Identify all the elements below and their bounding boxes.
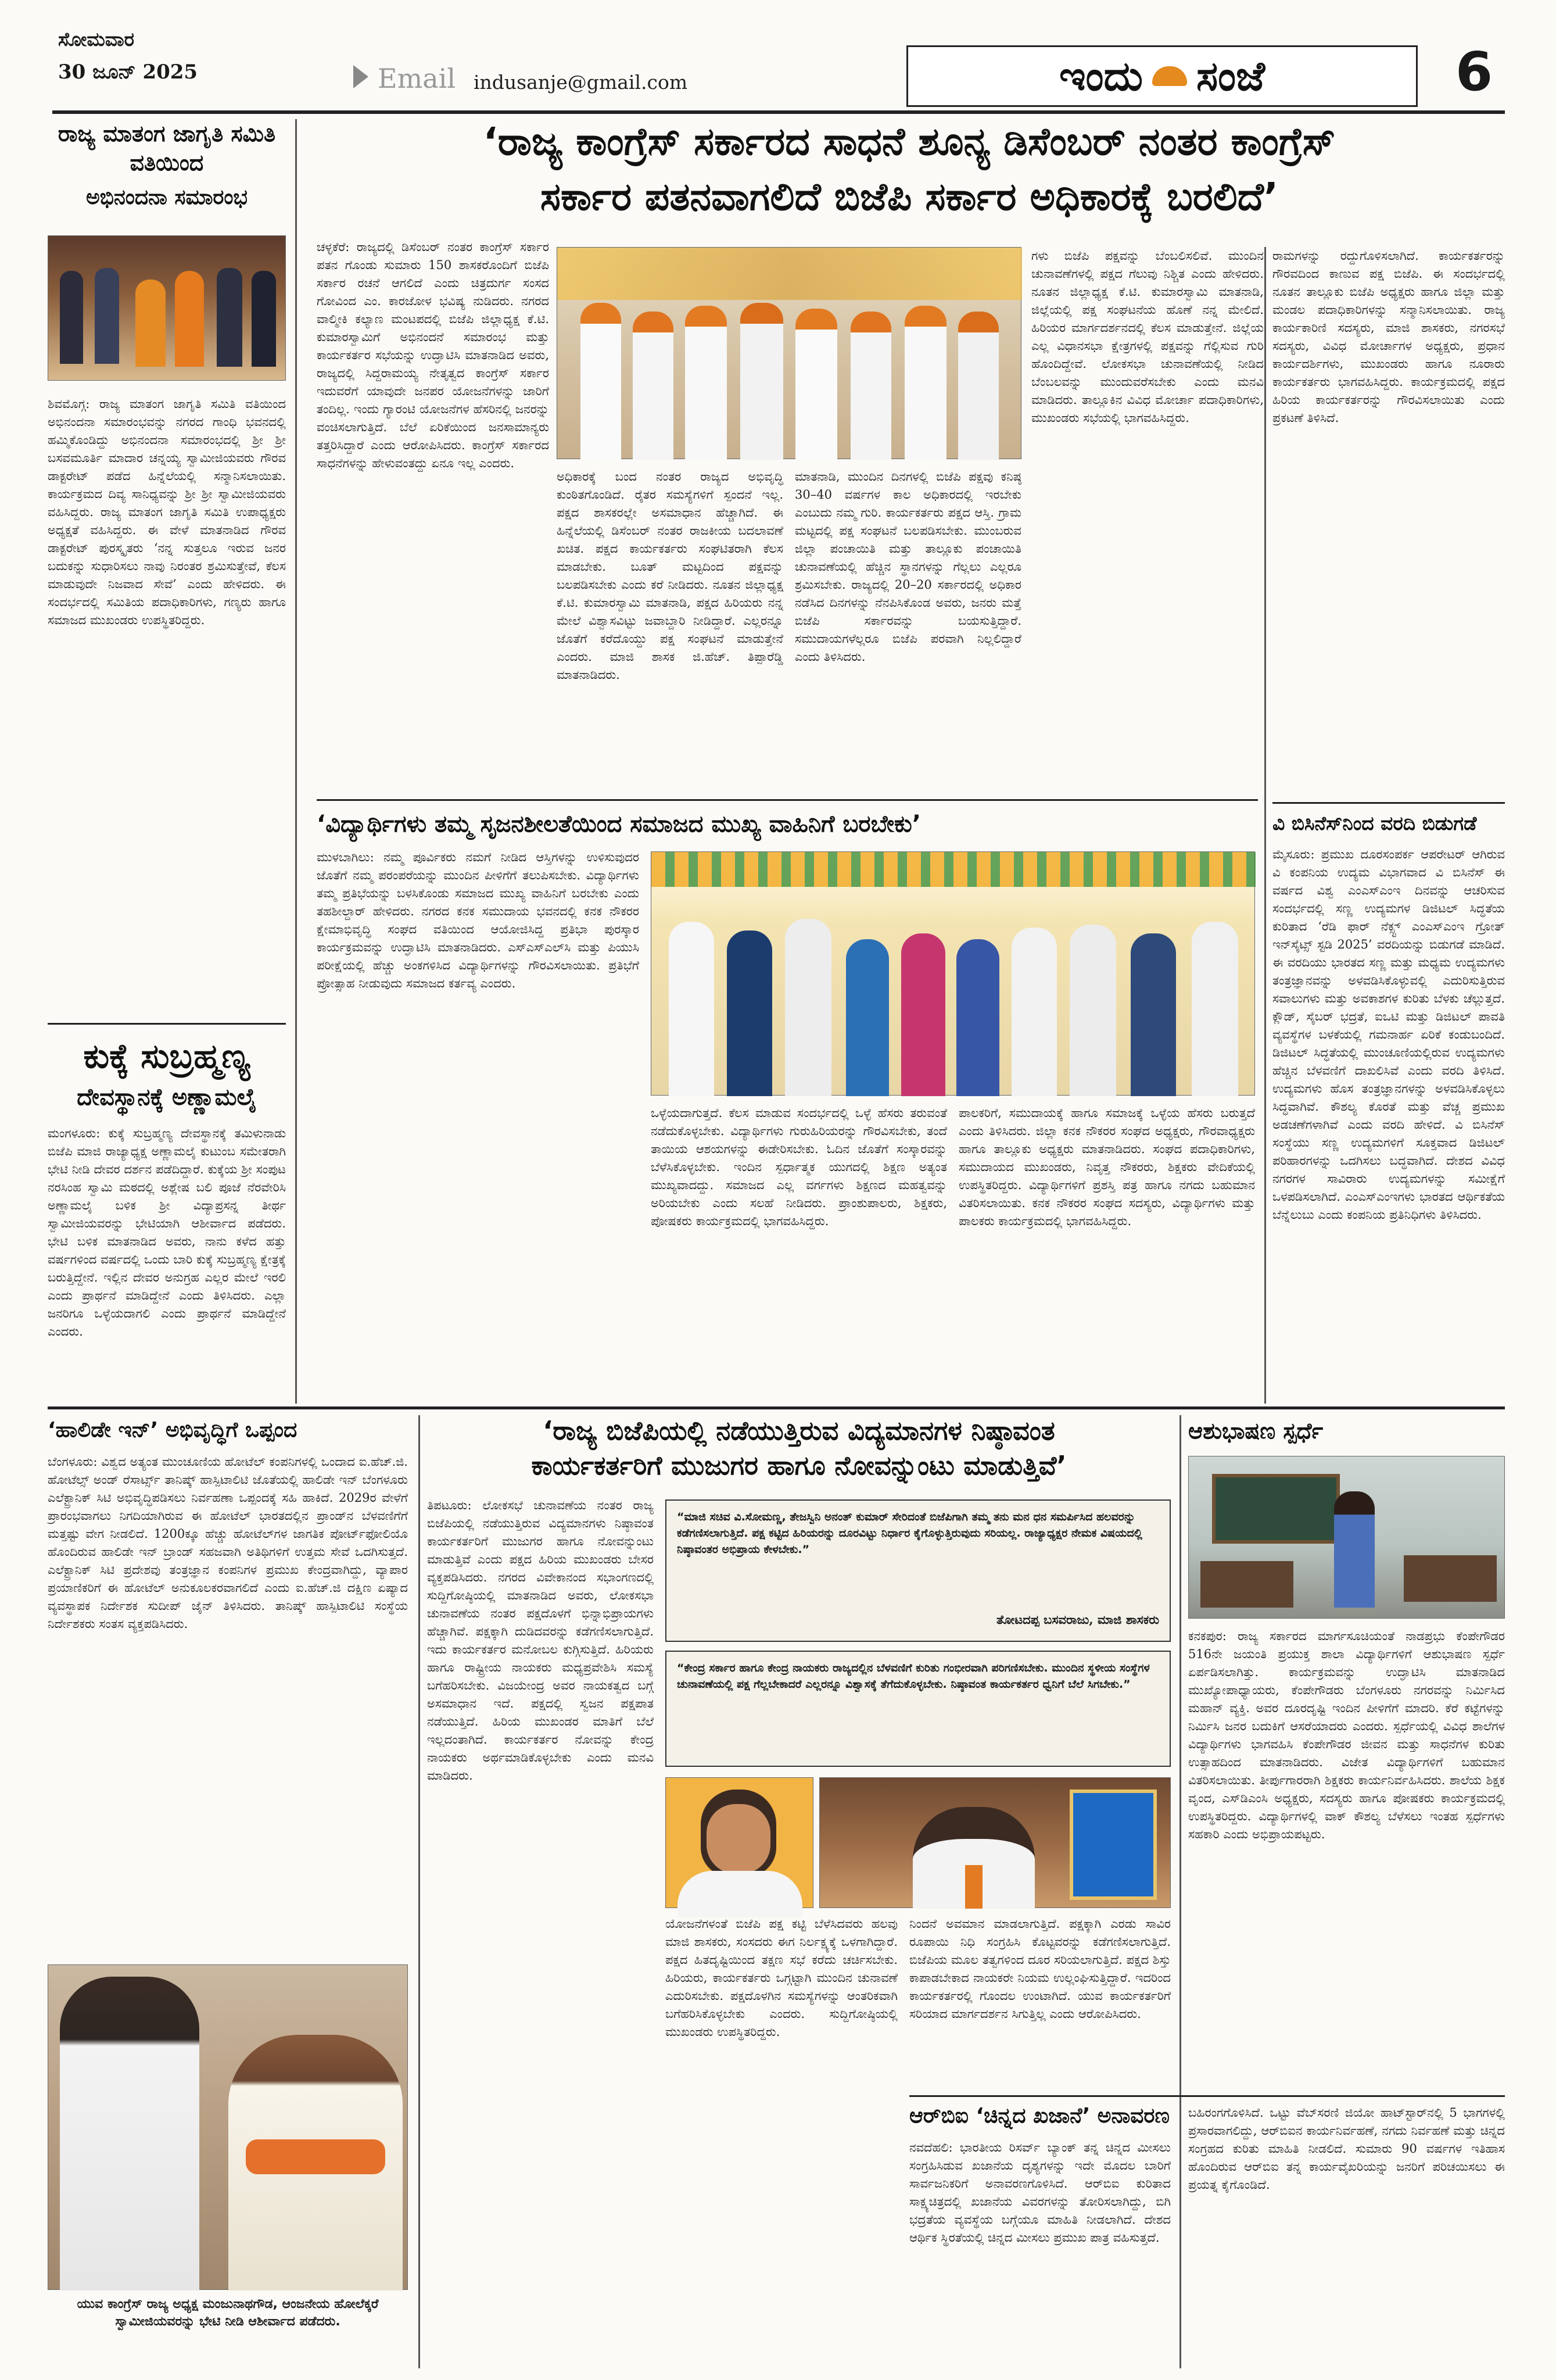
bottom-left-divider: [418, 1415, 420, 2368]
rbi-body-col2: ಬಹಿರಂಗಗೊಳಿಸಿದೆ. ಒಟ್ಟು ವೆಬ್‌ಸರಣಿ ಜಿಯೋ ಹಾಟ್‌ಸ್ಟಾರ್‌ನಲ್ಲಿ 5 ಭಾಗಗಳಲ್ಲಿ ಪ್ರಸಾರವಾಗಲಿದ್ದು, ಆರ್‌ಬಿಐನ ಕಾರ್ಯನಿರ್ವಹಣೆ, ನಗದು ನಿರ್ವಹಣೆ ಮತ್ತು ಚಿನ್ನದ ಸಂಗ್ರಹದ ಕುರಿತು ಮಾಹಿತಿ ನೀಡಲಿದೆ. ಸುಮಾರು 90 ವರ್ಷಗಳ ಇತಿಹಾಸ ಹೊಂದಿರುವ ಆರ್‌ಬಿಐ ತನ್ನ ಕಾರ್ಯವೈಖರಿಯನ್ನು ಜನರಿಗೆ ಪರಿಚಯಿಸಲು ಈ ಪ್ರಯತ್ನ ಕೈಗೊಂಡಿದೆ.: [1188, 2106, 1509, 2192]
story1-headline: ರಾಜ್ಯ ಮಾತಂಗ ಜಾಗೃತಿ ಸಮಿತಿ ವತಿಯಿಂದ: [58, 121, 276, 176]
story2-subheadline: ದೇವಸ್ಥಾನಕ್ಕೆ ಅಣ್ಣಾಮಲೈ: [77, 1084, 257, 1111]
speech-headline: ಆಶುಭಾಷಣ ಸ್ಪರ್ಧೆ: [1188, 1418, 1324, 1444]
email-arrow-icon: [353, 65, 368, 88]
story1-subheadline: ಅಭಿನಂದನಾ ಸಮಾರಂಭ: [85, 185, 248, 209]
students-headline: ‘ವಿದ್ಯಾರ್ಥಿಗಳು ತಮ್ಮ ಸೃಜನಶೀಲತೆಯಿಂದ ಸಮಾಜದ ಮುಖ್ಯ ವಾಹಿನಿಗೆ ಬರಬೇಕು’: [317, 811, 921, 838]
bjp-quote-box-1: [665, 1499, 1171, 1642]
press-meet-photo: [819, 1777, 1171, 1908]
rbi-headline: ಆರ್‌ಬಿಐ ‘ಚಿನ್ನದ ಖಜಾನೆ’ ಅನಾವರಣ: [909, 2104, 1170, 2128]
business-headline: ವಿ ಬಿಸಿನೆಸ್‌ನಿಂದ ವರದಿ ಬಿಡುಗಡೆ: [1272, 812, 1477, 835]
holiday-body: ಬೆಂಗಳೂರು: ವಿಶ್ವದ ಅತ್ಯಂತ ಮುಂಚೂಣಿಯ ಹೋಟೆಲ್ ಕಂಪನಿಗಳಲ್ಲಿ ಒಂದಾದ ಐ.ಹೆಚ್.ಜಿ. ಹೋಟೆಲ್ಸ್ ಅಂಡ್ ರೆಸಾರ್ಟ್ಸ್ ತಾನಿಷ್ಕ್ ಹಾಸ್ಪಿಟಾಲಿಟಿ ಜೊತೆಯಲ್ಲಿ ಹಾಲಿಡೇ ಇನ್ ಬೆಂಗಳೂರು ಎಲೆಕ್ಟ್ರಾನಿಕ್ ಸಿಟಿ ಅಭಿವೃದ್ಧಿಪಡಿಸಲು ನಿರ್ವಹಣಾ ಒಪ್ಪಂದಕ್ಕೆ ಸಹಿ ಹಾಕಿದೆ. 2029ರ ವೇಳೆಗೆ ಪ್ರಾರಂಭವಾಗಲು ನಿಗದಿಯಾಗಿರುವ ಈ ಹೋಟೆಲ್ ಭಾರತದಲ್ಲಿನ ಪ್ರಾಂಡ್‌ನ ಬೆಳವಣಿಗೆಗೆ ಮತ್ತಷ್ಟು ವೇಗ ನೀಡಲಿದೆ. 1200ಕ್ಕೂ ಹೆಚ್ಚು ಹೋಟೆಲ್‌ಗಳ ಜಾಗತಿಕ ಪೋರ್ಟ್‌ಫೋಲಿಯೊ ಹೊಂದಿರುವ ಹಾಲಿಡೇ ಇನ್ ಬ್ರಾಂಡ್ ಸಹಜವಾಗಿ ಅತಿಥಿಗಳಿಗೆ ಉತ್ತಮ ಸೇವೆ ಒದಗಿಸುತ್ತದೆ. ಎಲೆಕ್ಟ್ರಾನಿಕ್ ಸಿಟಿ ಪ್ರದೇಶವು ತಂತ್ರಜ್ಞಾನ ಕಂಪನಿಗಳ ಪ್ರಮುಖ ಕೇಂದ್ರವಾಗಿದ್ದು, ವ್ಯಾಪಾರ ಪ್ರಯಾಣಿಕರಿಗೆ ಈ ಹೋಟೆಲ್ ಅನುಕೂಲಕರವಾಗಲಿದೆ ಎಂದು ಐ.ಹೆಚ್.ಜಿ ದಕ್ಷಿಣ ಏಷ್ಯಾದ ವ್ಯವಸ್ಥಾಪಕ ನಿರ್ದೇಶಕ ಸುದೀಪ್ ಜೈನ್ ತಿಳಿಸಿದರು. ತಾನಿಷ್ಕ್ ಹಾಸ್ಪಿಟಾಲಿಟಿ ಸಂಸ್ಥೆಯ ನಿರ್ದೇಶಕರು ಸಂತಸ ವ್ಯಕ್ತಪಡಿಸಿದರು.: [48, 1455, 412, 1631]
bjp-headline-line1: ‘ರಾಜ್ಯ ಬಿಜೆಪಿಯಲ್ಲಿ ನಡೆಯುತ್ತಿರುವ ವಿದ್ಯಮಾನಗಳ ನಿಷ್ಠಾವಂತ: [543, 1415, 1055, 1446]
business-body: ಮೈಸೂರು: ಪ್ರಮುಖ ದೂರಸಂಪರ್ಕ ಆಪರೇಟರ್ ಆಗಿರುವ ವಿ ಕಂಪನಿಯ ಉದ್ಯಮ ವಿಭಾಗವಾದ ವಿ ಬಿಸಿನೆಸ್ ಈ ವರ್ಷದ ವಿಶ್ವ ಎಂಎಸ್‌ಎಂಇ ದಿನವನ್ನು ಆಚರಿಸುವ ಸಂದರ್ಭದಲ್ಲಿ ಸಣ್ಣ ಉದ್ಯಮಗಳ ಡಿಜಿಟಲ್ ಸಿದ್ಧತೆಯ ಕುರಿತಾದ ‘ರೆಡಿ ಫಾರ್ ನೆಕ್ಸ್ಟ್ ಎಂಎಸ್‌ಎಂಇ ಗ್ರೋತ್ ಇನ್‌ಸೈಟ್ಸ್ ಸ್ಟಡಿ 2025’ ವರದಿಯನ್ನು ಬಿಡುಗಡೆ ಮಾಡಿದೆ. ಈ ವರದಿಯು ಭಾರತದ ಸಣ್ಣ ಮತ್ತು ಮಧ್ಯಮ ಉದ್ಯಮಗಳು ತಂತ್ರಜ್ಞಾನವನ್ನು ಅಳವಡಿಸಿಕೊಳ್ಳುವಲ್ಲಿ ಎದುರಿಸುತ್ತಿರುವ ಸವಾಲುಗಳು ಮತ್ತು ಅವಕಾಶಗಳ ಕುರಿತು ಬೆಳಕು ಚೆಲ್ಲುತ್ತದೆ. ಕ್ಲೌಡ್, ಸೈಬರ್ ಭದ್ರತೆ, ಐಒಟಿ ಮತ್ತು ಡಿಜಿಟಲ್ ಪಾವತಿ ವ್ಯವಸ್ಥೆಗಳ ಬಳಕೆಯಲ್ಲಿ ಗಮನಾರ್ಹ ಏರಿಕೆ ಕಂಡುಬಂದಿದೆ. ಡಿಜಿಟಲ್ ಸಿದ್ಧತೆಯಲ್ಲಿ ಮುಂಚೂಣಿಯಲ್ಲಿರುವ ಉದ್ಯಮಗಳು ಹೆಚ್ಚಿನ ಬೆಳವಣಿಗೆ ದಾಖಲಿಸಿವೆ ಎಂದು ವರದಿ ತಿಳಿಸಿದೆ. ಉದ್ಯಮಗಳು ಹೊಸ ತಂತ್ರಜ್ಞಾನಗಳನ್ನು ಅಳವಡಿಸಿಕೊಳ್ಳಲು ಸಿದ್ಧವಾಗಿವೆ. ಕೌಶಲ್ಯ ಕೊರತೆ ಮತ್ತು ವೆಚ್ಚ ಪ್ರಮುಖ ಅಡಚಣೆಗಳಾಗಿವೆ ಎಂದು ವರದಿ ಹೇಳಿದೆ. ವಿ ಬಿಸಿನೆಸ್ ಸಂಸ್ಥೆಯು ಸಣ್ಣ ಉದ್ಯಮಗಳಿಗೆ ಸೂಕ್ತವಾದ ಡಿಜಿಟಲ್ ಪರಿಹಾರಗಳನ್ನು ಒದಗಿಸಲು ಬದ್ಧವಾಗಿದೆ. ದೇಶದ ವಿವಿಧ ನಗರಗಳ ಸಾವಿರಾರು ಉದ್ಯಮಗಳನ್ನು ಸಮೀಕ್ಷೆಗೆ ಒಳಪಡಿಸಲಾಗಿದೆ. ಎಂಎಸ್‌ಎಂಇಗಳು ಭಾರತದ ಆರ್ಥಿಕತೆಯ ಬೆನ್ನೆಲುಬು ಎಂದು ಕಂಪನಿಯ ಪ್ರತಿನಿಧಿಗಳು ತಿಳಿಸಿದರು.: [1272, 847, 1509, 1222]
bottom-right-divider: [1179, 1415, 1181, 2368]
middle-section-rule: [48, 1406, 1505, 1409]
sun-logo-icon: [1152, 66, 1187, 86]
email-label: Email: [378, 63, 456, 94]
right-top-rule: [1272, 802, 1505, 804]
bjp-quote-box-2: [665, 1651, 1171, 1767]
lead-bottom-rule: [317, 799, 1258, 801]
students-body-col2: ಒಳ್ಳೆಯದಾಗುತ್ತದೆ. ಕೆಲಸ ಮಾಡುವ ಸಂದರ್ಭದಲ್ಲಿ ಒಳ್ಳೆ ಹೆಸರು ತರುವಂತೆ ನಡೆದುಕೊಳ್ಳಬೇಕು. ವಿದ್ಯಾರ್ಥಿಗಳು ಗುರುಹಿರಿಯರನ್ನು ಗೌರವಿಸಬೇಕು, ತಂದೆ ತಾಯಿಯ ಆಶಯಗಳನ್ನು ಈಡೇರಿಸಬೇಕು. ಓದಿನ ಜೊತೆಗೆ ಸಂಸ್ಕಾರವನ್ನು ಬೆಳೆಸಿಕೊಳ್ಳಬೇಕು. ಇಂದಿನ ಸ್ಪರ್ಧಾತ್ಮಕ ಯುಗದಲ್ಲಿ ಶಿಕ್ಷಣ ಅತ್ಯಂತ ಮುಖ್ಯವಾದದ್ದು. ಸಮಾಜದ ಎಲ್ಲ ವರ್ಗಗಳು ಶಿಕ್ಷಣದ ಮಹತ್ವವನ್ನು ಅರಿಯಬೇಕು ಎಂದು ಸಲಹೆ ನೀಡಿದರು. ಪ್ರಾಂಶುಪಾಲರು, ಶಿಕ್ಷಕರು, ಪೋಷಕರು ಕಾರ್ಯಕ್ರಮದಲ್ಲಿ ಭಾಗವಹಿಸಿದ್ದರು.: [651, 1106, 951, 1228]
rbi-body-col1: ನವದೆಹಲಿ: ಭಾರತೀಯ ರಿಸರ್ವ್ ಬ್ಯಾಂಕ್ ತನ್ನ ಚಿನ್ನದ ಮೀಸಲು ಸಂಗ್ರಹಿಸಿಡುವ ಖಜಾನೆಯ ದೃಶ್ಯಗಳನ್ನು ಇದೇ ಮೊದಲ ಬಾರಿಗೆ ಸಾರ್ವಜನಿಕರಿಗೆ ಅನಾವರಣಗೊಳಿಸಿದೆ. ಆರ್‌ಬಿಐ ಕುರಿತಾದ ಸಾಕ್ಷ್ಯಚಿತ್ರದಲ್ಲಿ ಖಜಾನೆಯ ವಿವರಗಳನ್ನು ತೋರಿಸಲಾಗಿದ್ದು, ಬಿಗಿ ಭದ್ರತೆಯ ವ್ಯವಸ್ಥೆಯ ಬಗ್ಗೆಯೂ ಮಾಹಿತಿ ನೀಡಲಾಗಿದೆ. ದೇಶದ ಆರ್ಥಿಕ ಸ್ಥಿರತೆಯಲ್ಲಿ ಚಿನ್ನದ ಮೀಸಲು ಪ್ರಮುಖ ಪಾತ್ರ ವಹಿಸುತ್ತದೆ.: [909, 2141, 1175, 2245]
rbi-top-rule: [909, 2095, 1505, 2097]
bjp-quote-1-attribution: ತೋಟದಪ್ಪ ಬಸವರಾಜು, ಮಾಜಿ ಶಾಸಕರು: [996, 1612, 1159, 1627]
lead-body-col1: ಚಳ್ಳಕೆರೆ: ರಾಜ್ಯದಲ್ಲಿ ಡಿಸೆಂಬರ್ ನಂತರ ಕಾಂಗ್ರೆಸ್ ಸರ್ಕಾರ ಪತನ ಗೊಂಡು ಸುಮಾರು 150 ಶಾಸಕರೊಂದಿಗೆ ಬಿಜೆಪಿ ಸರ್ಕಾರ ರಚನೆ ಆಗಲಿದೆ ಎಂದು ಚಿತ್ರದುರ್ಗ ಸಂಸದ ಗೋವಿಂದ ಎಂ. ಕಾರಜೋಳ ಭವಿಷ್ಯ ನುಡಿದರು. ನಗರದ ವಾಲ್ಮೀಕಿ ಕಲ್ಯಾಣ ಮಂಟಪದಲ್ಲಿ ಬಿಜೆಪಿ ಜಿಲ್ಲಾಧ್ಯಕ್ಷ ಕೆ.ಟಿ. ಕುಮಾರಸ್ವಾಮಿಗೆ ಅಭಿನಂದನೆ ಸಮಾರಂಭ ಮತ್ತು ಕಾರ್ಯಕರ್ತರ ಸಭೆಯನ್ನು ಉದ್ಘಾಟಿಸಿ ಮಾತನಾಡಿದ ಅವರು, ರಾಜ್ಯದಲ್ಲಿ ಸಿದ್ದರಾಮಯ್ಯ ನೇತೃತ್ವದ ಕಾಂಗ್ರೆಸ್ ಸರ್ಕಾರ ಇದುವರೆಗೆ ಯಾವುದೇ ಜನಪರ ಯೋಜನೆಗಳನ್ನು ಜಾರಿಗೆ ತಂದಿಲ್ಲ. ಇಂದು ಗ್ಯಾರಂಟಿ ಯೋಜನೆಗಳ ಹೆಸರಿನಲ್ಲಿ ಜನರನ್ನು ವಂಚಿಸಲಾಗುತ್ತಿದೆ. ಬೆಲೆ ಏರಿಕೆಯಿಂದ ಜನಸಾಮಾನ್ಯರು ತತ್ತರಿಸಿದ್ದಾರೆ ಎಂದು ಆರೋಪಿಸಿದರು. ಕಾಂಗ್ರೆಸ್ ಸರ್ಕಾರದ ಸಾಧನೆಗಳನ್ನು ಹೇಳುವಂತದ್ದು ಏನೂ ಇಲ್ಲ ಎಂದರು.: [317, 240, 553, 470]
meeting-photo-caption: ಯುವ ಕಾಂಗ್ರೆಸ್ ರಾಜ್ಯ ಅಧ್ಯಕ್ಷ ಮಂಜುನಾಥಗೌಡ, ಆಂಜನೇಯ ಹೋಲೆಕ್ಕರೆ ಸ್ವಾಮೀಜಿಯವರನ್ನು ಭೇಟಿ ನೀಡಿ ಆಶೀರ್ವಾದ ಪಡೆದರು.: [77, 2297, 379, 2329]
newspaper-logo: [906, 45, 1418, 107]
bjp-body-col3: ಯೋಜನೆಗಳಂತೆ ಬಿಜೆಪಿ ಪಕ್ಷ ಕಟ್ಟಿ ಬೆಳೆಸಿದವರು ಹಲವು ಮಾಜಿ ಶಾಸಕರು, ಸಂಸದರು ಈಗ ನಿರ್ಲಕ್ಷ್ಯಕ್ಕೆ ಒಳಗಾಗಿದ್ದಾರೆ. ಪಕ್ಷದ ಹಿತದೃಷ್ಟಿಯಿಂದ ತಕ್ಷಣ ಸಭೆ ಕರೆದು ಚರ್ಚಿಸಬೇಕು. ಹಿರಿಯರು, ಕಾರ್ಯಕರ್ತರು ಒಗ್ಗಟ್ಟಾಗಿ ಮುಂದಿನ ಚುನಾವಣೆ ಎದುರಿಸಬೇಕು. ಪಕ್ಷದೊಳಗಿನ ಸಮಸ್ಯೆಗಳನ್ನು ಆಂತರಿಕವಾಗಿ ಬಗೆಹರಿಸಿಕೊಳ್ಳಬೇಕು ಎಂದರು. ಸುದ್ದಿಗೋಷ್ಠಿಯಲ್ಲಿ ಮುಖಂಡರು ಉಪಸ್ಥಿತರಿದ್ದರು.: [665, 1917, 902, 2039]
story2-headline: ಕುಕ್ಕೆ ಸುಬ್ರಹ್ಮಣ್ಯ: [83, 1036, 250, 1076]
felicitation-photo: [48, 235, 286, 381]
issue-date: 30 ಜೂನ್ 2025: [58, 60, 198, 84]
lead-body-col5: ರಾಮಗಳನ್ನು ರದ್ದುಗೊಳಿಸಲಾಗಿದೆ. ಕಾರ್ಯಕರ್ತರನ್ನು ಗೌರವದಿಂದ ಕಾಣುವ ಪಕ್ಷ ಬಿಜೆಪಿ. ಈ ಸಂದರ್ಭದಲ್ಲಿ ನೂತನ ತಾಲ್ಲೂಕು ಬಿಜೆಪಿ ಅಧ್ಯಕ್ಷರು ಹಾಗೂ ಜಿಲ್ಲಾ ಮತ್ತು ಮಂಡಲ ಪದಾಧಿಕಾರಿಗಳನ್ನು ಸನ್ಮಾನಿಸಲಾಯಿತು. ರಾಜ್ಯ ಕಾರ್ಯಕಾರಿಣಿ ಸದಸ್ಯರು, ಮಾಜಿ ಶಾಸಕರು, ನಗರಸಭೆ ಸದಸ್ಯರು, ವಿವಿಧ ಮೋರ್ಚಾಗಳ ಅಧ್ಯಕ್ಷರು, ಪ್ರಧಾನ ಕಾರ್ಯದರ್ಶಿಗಳು, ಮುಖಂಡರು ಹಾಗೂ ನೂರಾರು ಕಾರ್ಯಕರ್ತರು ಭಾಗವಹಿಸಿದ್ದರು. ಕಾರ್ಯಕ್ರಮದಲ್ಲಿ ಪಕ್ಷದ ಹಿರಿಯ ಕಾರ್ಯಕರ್ತರನ್ನು ಗೌರವಿಸಲಾಯಿತು ಎಂದು ಪ್ರಕಟಣೆ ತಿಳಿಸಿದೆ.: [1272, 249, 1509, 425]
lead-body-col4: ಗಳು ಬಿಜೆಪಿ ಪಕ್ಷವನ್ನು ಬೆಂಬಲಿಸಲಿವೆ. ಮುಂದಿನ ಚುನಾವಣೆಗಳಲ್ಲಿ ಪಕ್ಷದ ಗೆಲುವು ನಿಶ್ಚಿತ ಎಂದು ಹೇಳಿದರು. ನೂತನ ಜಿಲ್ಲಾಧ್ಯಕ್ಷ ಕೆ.ಟಿ. ಕುಮಾರಸ್ವಾಮಿ ಮಾತನಾಡಿ, ಜಿಲ್ಲೆಯಲ್ಲಿ ಪಕ್ಷ ಸಂಘಟನೆಯ ಹೊಣೆ ನನ್ನ ಮೇಲಿದೆ. ಹಿರಿಯರ ಮಾರ್ಗದರ್ಶನದಲ್ಲಿ ಕೆಲಸ ಮಾಡುತ್ತೇನೆ. ಜಿಲ್ಲೆಯ ಎಲ್ಲ ವಿಧಾನಸಭಾ ಕ್ಷೇತ್ರಗಳಲ್ಲಿ ಪಕ್ಷವನ್ನು ಗೆಲ್ಲಿಸುವ ಗುರಿ ಹೊಂದಿದ್ದೇವೆ. ಲೋಕಸಭಾ ಚುನಾವಣೆಯಲ್ಲಿ ನೀಡಿದ ಬೆಂಬಲವನ್ನು ಮುಂದುವರೆಸಬೇಕು ಎಂದು ಮನವಿ ಮಾಡಿದರು. ತಾಲ್ಲೂಕಿನ ವಿವಿಧ ಮೋರ್ಚಾ ಪದಾಧಿಕಾರಿಗಳು, ಮುಖಂಡರು ಸಭೆಯಲ್ಲಿ ಭಾಗವಹಿಸಿದ್ದರು.: [1031, 249, 1268, 425]
left-divider: [48, 1023, 286, 1025]
students-body-col3: ಪಾಲಕರಿಗೆ, ಸಮುದಾಯಕ್ಕೆ ಹಾಗೂ ಸಮಾಜಕ್ಕೆ ಒಳ್ಳೆಯ ಹೆಸರು ಬರುತ್ತದೆ ಎಂದು ತಿಳಿಸಿದರು. ಜಿಲ್ಲಾ ಕನಕ ನೌಕರರ ಸಂಘದ ಅಧ್ಯಕ್ಷರು, ಗೌರವಾಧ್ಯಕ್ಷರು ಹಾಗೂ ತಾಲ್ಲೂಕು ಅಧ್ಯಕ್ಷರು ಮಾತನಾಡಿದರು. ಸಂಘದ ಪದಾಧಿಕಾರಿಗಳು, ಸಮುದಾಯದ ಮುಖಂಡರು, ನಿವೃತ್ತ ನೌಕರರು, ಶಿಕ್ಷಕರು ವೇದಿಕೆಯಲ್ಲಿ ಉಪಸ್ಥಿತರಿದ್ದರು. ವಿದ್ಯಾರ್ಥಿಗಳಿಗೆ ಪ್ರಶಸ್ತಿ ಪತ್ರ ಹಾಗೂ ನಗದು ಬಹುಮಾನ ವಿತರಿಸಲಾಯಿತು. ಕನಕ ನೌಕರರ ಸಂಘದ ಸದಸ್ಯರು, ವಿದ್ಯಾರ್ಥಿಗಳು ಮತ್ತು ಪಾಲಕರು ಕಾರ್ಯಕ್ರಮದಲ್ಲಿ ಭಾಗವಹಿಸಿದ್ದರು.: [959, 1106, 1259, 1228]
holiday-headline: ‘ಹಾಲಿಡೇ ಇನ್’ ಅಭಿವೃದ್ಧಿಗೆ ಒಪ್ಪಂದ: [48, 1418, 297, 1442]
lead-body-col2: ಅಧಿಕಾರಕ್ಕೆ ಬಂದ ನಂತರ ರಾಜ್ಯದ ಅಭಿವೃದ್ಧಿ ಕುಂಠಿತಗೊಂಡಿದೆ. ರೈತರ ಸಮಸ್ಯೆಗಳಿಗೆ ಸ್ಪಂದನೆ ಇಲ್ಲ. ಪಕ್ಷದ ಶಾಸಕರಲ್ಲೇ ಅಸಮಾಧಾನ ಹೆಚ್ಚಾಗಿದೆ. ಈ ಹಿನ್ನೆಲೆಯಲ್ಲಿ ಡಿಸೆಂಬರ್ ನಂತರ ರಾಜಕೀಯ ಬದಲಾವಣೆ ಖಚಿತ. ಪಕ್ಷದ ಕಾರ್ಯಕರ್ತರು ಸಂಘಟಿತರಾಗಿ ಕೆಲಸ ಮಾಡಬೇಕು. ಬೂತ್ ಮಟ್ಟದಿಂದ ಪಕ್ಷವನ್ನು ಬಲಪಡಿಸಬೇಕು ಎಂದು ಕರೆ ನೀಡಿದರು. ನೂತನ ಜಿಲ್ಲಾಧ್ಯಕ್ಷ ಕೆ.ಟಿ. ಕುಮಾರಸ್ವಾಮಿ ಮಾತನಾಡಿ, ಪಕ್ಷದ ಹಿರಿಯರು ನನ್ನ ಮೇಲೆ ವಿಶ್ವಾಸವಿಟ್ಟು ಜವಾಬ್ದಾರಿ ನೀಡಿದ್ದಾರೆ. ಎಲ್ಲರನ್ನೂ ಜೊತೆಗೆ ಕರೆದೊಯ್ದು ಪಕ್ಷ ಸಂಘಟನೆ ಮಾಡುತ್ತೇನೆ ಎಂದರು. ಮಾಜಿ ಶಾಸಕ ಜಿ.ಹೆಚ್. ತಿಪ್ಪಾರೆಡ್ಡಿ ಮಾತನಾಡಿದರು.: [557, 470, 787, 682]
right-column-divider: [1264, 247, 1266, 1404]
meeting-photo: [48, 1964, 408, 2290]
bjp-body-col2: ನಿಂದನೆ ಅವಮಾನ ಮಾಡಲಾಗುತ್ತಿದೆ. ಪಕ್ಷಕ್ಕಾಗಿ ಎರಡು ಸಾವಿರ ರೂಪಾಯಿ ನಿಧಿ ಸಂಗ್ರಹಿಸಿ ಕೊಟ್ಟವರನ್ನು ಕಡೆಗಣಿಸಲಾಗುತ್ತಿದೆ. ಬಿಜೆಪಿಯ ಮೂಲ ತತ್ವಗಳಿಂದ ದೂರ ಸರಿಯಲಾಗುತ್ತಿದೆ. ಪಕ್ಷದ ಶಿಸ್ತು ಕಾಪಾಡಬೇಕಾದ ನಾಯಕರೇ ನಿಯಮ ಉಲ್ಲಂಘಿಸುತ್ತಿದ್ದಾರೆ. ಇದರಿಂದ ಕಾರ್ಯಕರ್ತರಲ್ಲಿ ಗೊಂದಲ ಉಂಟಾಗಿದೆ. ಯುವ ಕಾರ್ಯಕರ್ತರಿಗೆ ಸರಿಯಾದ ಮಾರ್ಗದರ್ಶನ ಸಿಗುತ್ತಿಲ್ಲ ಎಂದು ಆರೋಪಿಸಿದರು.: [909, 1917, 1175, 2021]
students-body-col1: ಮುಳಬಾಗಿಲು: ನಮ್ಮ ಪೂರ್ವಿಕರು ನಮಗೆ ನೀಡಿದ ಆಸ್ತಿಗಳನ್ನು ಉಳಿಸುವುದರ ಜೊತೆಗೆ ನಮ್ಮ ಪರಂಪರೆಯನ್ನು ಮುಂದಿನ ಪೀಳಿಗೆಗೆ ತಲುಪಿಸಬೇಕು. ವಿದ್ಯಾರ್ಥಿಗಳು ತಮ್ಮ ಪ್ರತಿಭೆಯನ್ನು ಬಳಸಿಕೊಂಡು ಸಮಾಜದ ಮುಖ್ಯ ವಾಹಿನಿಗೆ ಬರಬೇಕು ಎಂದು ತಹಶೀಲ್ದಾರ್ ಹೇಳಿದರು. ನಗರದ ಕನಕ ಸಮುದಾಯ ಭವನದಲ್ಲಿ ಕನಕ ನೌಕರರ ಕ್ಷೇಮಾಭಿವೃದ್ಧಿ ಸಂಘದ ವತಿಯಿಂದ ಆಯೋಜಿಸಿದ್ದ ಪ್ರತಿಭಾ ಪುರಸ್ಕಾರ ಕಾರ್ಯಕ್ರಮವನ್ನು ಉದ್ಘಾಟಿಸಿ ಮಾತನಾಡಿದರು. ಎಸ್‌ಎಸ್‌ಎಲ್‌ಸಿ ಮತ್ತು ಪಿಯುಸಿ ಪರೀಕ್ಷೆಯಲ್ಲಿ ಹೆಚ್ಚು ಅಂಕಗಳಿಸಿದ ವಿದ್ಯಾರ್ಥಿಗಳನ್ನು ಗೌರವಿಸಲಾಯಿತು. ಪ್ರತಿಭೆಗೆ ಪ್ರೋತ್ಸಾಹ ನೀಡುವುದು ಸಮಾಜದ ಕರ್ತವ್ಯ ಎಂದರು.: [317, 850, 643, 990]
bjp-body-col1: ತಿಪಟೂರು: ಲೋಕಸಭೆ ಚುನಾವಣೆಯ ನಂತರ ರಾಜ್ಯ ಬಿಜೆಪಿಯಲ್ಲಿ ನಡೆಯುತ್ತಿರುವ ವಿದ್ಯಮಾನಗಳು ನಿಷ್ಠಾವಂತ ಕಾರ್ಯಕರ್ತರಿಗೆ ಮುಜುಗರ ಹಾಗೂ ನೋವನ್ನುಂಟು ಮಾಡುತ್ತಿವೆ ಎಂದು ಪಕ್ಷದ ಹಿರಿಯ ಮುಖಂಡರು ಬೇಸರ ವ್ಯಕ್ತಪಡಿಸಿದರು. ನಗರದ ವಿವೇಕಾನಂದ ಸಭಾಂಗಣದಲ್ಲಿ ಸುದ್ದಿಗೋಷ್ಠಿಯಲ್ಲಿ ಮಾತನಾಡಿದ ಅವರು, ಲೋಕಸಭಾ ಚುನಾವಣೆಯ ನಂತರ ಪಕ್ಷದೊಳಗೆ ಭಿನ್ನಾಭಿಪ್ರಾಯಗಳು ಹೆಚ್ಚಾಗಿವೆ. ಪಕ್ಷಕ್ಕಾಗಿ ದುಡಿದವರನ್ನು ಕಡೆಗಣಿಸಲಾಗುತ್ತಿದೆ. ಇದು ಕಾರ್ಯಕರ್ತರ ಮನೋಬಲ ಕುಗ್ಗಿಸುತ್ತಿದೆ. ಹಿರಿಯರು ಹಾಗೂ ರಾಷ್ಟ್ರೀಯ ನಾಯಕರು ಮಧ್ಯಪ್ರವೇಶಿಸಿ ಸಮಸ್ಯೆ ಬಗೆಹರಿಸಬೇಕು. ವಿಜಯೇಂದ್ರ ಅವರ ನಾಯಕತ್ವದ ಬಗ್ಗೆ ಅಸಮಾಧಾನ ಇದೆ. ಪಕ್ಷದಲ್ಲಿ ಸ್ವಜನ ಪಕ್ಷಪಾತ ನಡೆಯುತ್ತಿದೆ. ಹಿರಿಯ ಮುಖಂಡರ ಮಾತಿಗೆ ಬೆಲೆ ಇಲ್ಲದಂತಾಗಿದೆ. ಕಾರ್ಯಕರ್ತರ ನೋವನ್ನು ಕೇಂದ್ರ ನಾಯಕರು ಅರ್ಥಮಾಡಿಕೊಳ್ಳಬೇಕು ಎಂದು ಮನವಿ ಮಾಡಿದರು.: [427, 1498, 658, 1783]
masthead: [0, 0, 1556, 108]
speech-classroom-photo: [1188, 1456, 1505, 1619]
bjp-headline-line2: ಕಾರ್ಯಕರ್ತರಿಗೆ ಮುಜುಗರ ಹಾಗೂ ನೋವನ್ನುಂಟು ಮಾಡುತ್ತಿವೆ’: [531, 1450, 1067, 1481]
left-column-divider: [295, 119, 297, 1404]
logo-text-right: ಸಂಜೆ: [1196, 52, 1265, 100]
story2-body: ಮಂಗಳೂರು: ಕುಕ್ಕೆ ಸುಬ್ರಹ್ಮಣ್ಯ ದೇವಸ್ಥಾನಕ್ಕೆ ತಮಿಳುನಾಡು ಬಿಜೆಪಿ ಮಾಜಿ ರಾಜ್ಯಾಧ್ಯಕ್ಷ ಅಣ್ಣಾಮಲೈ ಕುಟುಂಬ ಸಮೇತರಾಗಿ ಭೇಟಿ ನೀಡಿ ದೇವರ ದರ್ಶನ ಪಡೆದಿದ್ದಾರೆ. ಕುಕ್ಕೆಯ ಶ್ರೀ ಸಂಪುಟ ನರಸಿಂಹ ಸ್ವಾಮಿ ಮಠದಲ್ಲಿ ಅಶ್ಲೇಷ ಬಲಿ ಪೂಜೆ ನೆರವೇರಿಸಿ ಅಣ್ಣಾಮಲೈ ಬಳಿಕ ಶ್ರೀ ವಿದ್ಯಾಪ್ರಸನ್ನ ತೀರ್ಥ ಸ್ವಾಮೀಜಿಯವರನ್ನು ಭೇಟಿಯಾಗಿ ಆಶೀರ್ವಾದ ಪಡೆದರು. ಭೇಟಿ ಬಳಿಕ ಮಾತನಾಡಿದ ಅವರು, ನಾನು ಕಳೆದ ಹತ್ತು ವರ್ಷಗಳಿಂದ ವರ್ಷದಲ್ಲಿ ಒಂದು ಬಾರಿ ಕುಕ್ಕೆ ಸುಬ್ರಹ್ಮಣ್ಯ ಕ್ಷೇತ್ರಕ್ಕೆ ಬರುತ್ತಿದ್ದೇನೆ. ಇಲ್ಲಿನ ದೇವರ ಅನುಗ್ರಹ ಎಲ್ಲರ ಮೇಲೆ ಇರಲಿ ಎಂದು ಪ್ರಾರ್ಥನೆ ಮಾಡಿದ್ದೇನೆ ಎಂದು ತಿಳಿಸಿದರು. ಎಲ್ಲಾ ಜನರಿಗೂ ಒಳ್ಳೆಯದಾಗಲಿ ಎಂದು ಪ್ರಾರ್ಥನೆ ಮಾಡಿದ್ದೇನೆ ಎಂದರು.: [48, 1126, 290, 1338]
story1-body: ಶಿವಮೊಗ್ಗ: ರಾಜ್ಯ ಮಾತಂಗ ಜಾಗೃತಿ ಸಮಿತಿ ವತಿಯಿಂದ ಅಭಿನಂದನಾ ಸಮಾರಂಭವನ್ನು ನಗರದ ಗಾಂಧಿ ಭವನದಲ್ಲಿ ಹಮ್ಮಿಕೊಂಡಿದ್ದು ಅಭಿನಂದನಾ ಸಮಾರಂಭದಲ್ಲಿ ಶ್ರೀ ಶ್ರೀ ಬಸವಮೂರ್ತಿ ಮಾದಾರ ಚನ್ನಯ್ಯ ಸ್ವಾಮೀಜಿಯವರು ಗೌರವ ಡಾಕ್ಟರೇಟ್ ಪಡೆದ ಹಿನ್ನೆಲೆಯಲ್ಲಿ ಸನ್ಮಾನಿಸಲಾಯಿತು. ಕಾರ್ಯಕ್ರಮದ ದಿವ್ಯ ಸಾನಿಧ್ಯವನ್ನು ಶ್ರೀ ಶ್ರೀ ಸ್ವಾಮೀಜಿಯವರು ವಹಿಸಿದ್ದರು. ರಾಜ್ಯ ಮಾತಂಗ ಜಾಗೃತಿ ಸಮಿತಿ ಉಪಾಧ್ಯಕ್ಷರು ಅಧ್ಯಕ್ಷತೆ ವಹಿಸಿದ್ದರು. ಈ ವೇಳೆ ಮಾತನಾಡಿದ ಗೌರವ ಡಾಕ್ಟರೇಟ್ ಪುರಸ್ಕೃತರು ‘ನನ್ನ ಸುತ್ತಲೂ ಇರುವ ಜನರ ಬದುಕನ್ನು ಸುಧಾರಿಸಲು ನಾವು ನಿರಂತರ ಶ್ರಮಿಸುತ್ತೇವೆ, ಕೆಲಸ ಮಾಡುವುದೇ ನಿಜವಾದ ಸೇವೆ’ ಎಂದು ಹೇಳಿದರು. ಈ ಸಂದರ್ಭದಲ್ಲಿ ಸಮಿತಿಯ ಪದಾಧಿಕಾರಿಗಳು, ಗಣ್ಯರು ಹಾಗೂ ಸಮಾಜದ ಮುಖಂಡರು ಉಪಸ್ಥಿತರಿದ್ದರು.: [48, 397, 290, 627]
masthead-rule: [52, 110, 1505, 114]
lead-headline-line1: ‘ರಾಜ್ಯ ಕಾಂಗ್ರೆಸ್ ಸರ್ಕಾರದ ಸಾಧನೆ ಶೂನ್ಯ ಡಿಸೆಂಬರ್ ನಂತರ ಕಾಂಗ್ರೆಸ್: [483, 119, 1336, 164]
left-column: [48, 119, 290, 1404]
logo-text-left: ಇಂದು: [1059, 52, 1143, 100]
speech-body: ಕನಕಪುರ: ರಾಜ್ಯ ಸರ್ಕಾರದ ಮಾರ್ಗಸೂಚಿಯಂತೆ ನಾಡಪ್ರಭು ಕೆಂಪೇಗೌಡರ 516ನೇ ಜಯಂತಿ ಪ್ರಯುಕ್ತ ಶಾಲಾ ವಿದ್ಯಾರ್ಥಿಗಳಿಗೆ ಆಶುಭಾಷಣ ಸ್ಪರ್ಧೆ ಏರ್ಪಡಿಸಲಾಗಿತ್ತು. ಕಾರ್ಯಕ್ರಮವನ್ನು ಉದ್ಘಾಟಿಸಿ ಮಾತನಾಡಿದ ಮುಖ್ಯೋಪಾಧ್ಯಾಯರು, ಕೆಂಪೇಗೌಡರು ಬೆಂಗಳೂರು ನಗರವನ್ನು ನಿರ್ಮಿಸಿದ ಮಹಾನ್ ವ್ಯಕ್ತಿ. ಅವರ ದೂರದೃಷ್ಟಿ ಇಂದಿನ ಪೀಳಿಗೆಗೆ ಮಾದರಿ. ಕೆರೆ ಕಟ್ಟೆಗಳನ್ನು ನಿರ್ಮಿಸಿ ಜನರ ಬದುಕಿಗೆ ಆಸರೆಯಾದರು ಎಂದರು. ಸ್ಪರ್ಧೆಯಲ್ಲಿ ವಿವಿಧ ಶಾಲೆಗಳ ವಿದ್ಯಾರ್ಥಿಗಳು ಭಾಗವಹಿಸಿ ಕೆಂಪೇಗೌಡರ ಜೀವನ ಮತ್ತು ಸಾಧನೆಗಳ ಕುರಿತು ಉತ್ಸಾಹದಿಂದ ಮಾತನಾಡಿದರು. ವಿಜೇತ ವಿದ್ಯಾರ್ಥಿಗಳಿಗೆ ಬಹುಮಾನ ವಿತರಿಸಲಾಯಿತು. ತೀರ್ಪುಗಾರರಾಗಿ ಶಿಕ್ಷಕರು ಕಾರ್ಯನಿರ್ವಹಿಸಿದರು. ಶಾಲೆಯ ಶಿಕ್ಷಕ ವೃಂದ, ಎಸ್‌ಡಿಎಂಸಿ ಅಧ್ಯಕ್ಷರು, ಸದಸ್ಯರು ಹಾಗೂ ಪೋಷಕರು ಕಾರ್ಯಕ್ರಮದಲ್ಲಿ ಉಪಸ್ಥಿತರಿದ್ದರು. ವಿದ್ಯಾರ್ಥಿಗಳಲ್ಲಿ ವಾಕ್ ಕೌಶಲ್ಯ ಬೆಳೆಸಲು ಇಂತಹ ಸ್ಪರ್ಧೆಗಳು ಸಹಕಾರಿ ಎಂದು ಅಭಿಪ್ರಾಯಪಟ್ಟರು.: [1188, 1629, 1509, 1841]
lead-headline-line2: ಸರ್ಕಾರ ಪತನವಾಗಲಿದೆ ಬಿಜೆಪಿ ಸರ್ಕಾರ ಅಧಿಕಾರಕ್ಕೆ ಬರಲಿದೆ’: [540, 174, 1279, 219]
email-address[interactable]: indusanje@gmail.com: [474, 71, 688, 94]
lead-body-col3: ಮಾತನಾಡಿ, ಮುಂದಿನ ದಿನಗಳಲ್ಲಿ ಬಿಜೆಪಿ ಪಕ್ಷವು ಕನಿಷ್ಠ 30–40 ವರ್ಷಗಳ ಕಾಲ ಅಧಿಕಾರದಲ್ಲಿ ಇರಬೇಕು ಎಂಬುದು ನಮ್ಮ ಗುರಿ. ಕಾರ್ಯಕರ್ತರು ಪಕ್ಷದ ಆಸ್ತಿ. ಗ್ರಾಮ ಮಟ್ಟದಲ್ಲಿ ಪಕ್ಷ ಸಂಘಟನೆ ಬಲಪಡಿಸಬೇಕು. ಮುಂಬರುವ ಜಿಲ್ಲಾ ಪಂಚಾಯಿತಿ ಮತ್ತು ತಾಲ್ಲೂಕು ಪಂಚಾಯಿತಿ ಚುನಾವಣೆಯಲ್ಲಿ ಹೆಚ್ಚಿನ ಸ್ಥಾನಗಳನ್ನು ಗೆಲ್ಲಲು ಎಲ್ಲರೂ ಶ್ರಮಿಸಬೇಕು. ರಾಜ್ಯದಲ್ಲಿ 20–20 ಸರ್ಕಾರದಲ್ಲಿ ಅಧಿಕಾರ ನಡೆಸಿದ ದಿನಗಳನ್ನು ನೆನಪಿಸಿಕೊಂಡ ಅವರು, ಜನರು ಮತ್ತೆ ಬಿಜೆಪಿ ಸರ್ಕಾರವನ್ನು ಬಯಸುತ್ತಿದ್ದಾರೆ. ಸಮುದಾಯಗಳೆಲ್ಲರೂ ಬಿಜೆಪಿ ಪರವಾಗಿ ನಿಲ್ಲಲಿದ್ದಾರೆ ಎಂದು ತಿಳಿಸಿದರು.: [795, 470, 1026, 664]
students-award-photo: [651, 851, 1255, 1096]
issue-day: ಸೋಮವಾರ: [58, 28, 135, 51]
bjp-quote-1: “ಮಾಜಿ ಸಚಿವ ವಿ.ಸೋಮಣ್ಣ, ತೇಜಸ್ವಿನಿ ಅನಂತ್ ಕುಮಾರ್ ಸೇರಿದಂತೆ ಬಿಜೆಪಿಗಾಗಿ ತಮ್ಮ ತನು ಮನ ಧನ ಸಮರ್ಪಿಸಿದ ಹಲವರನ್ನು ಕಡೆಗಣಿಸಲಾಗುತ್ತಿದೆ. ಪಕ್ಷ ಕಟ್ಟಿದ ಹಿರಿಯರನ್ನು ದೂರವಿಟ್ಟು ನಿರ್ಧಾರ ಕೈಗೊಳ್ಳುತ್ತಿರುವುದು ಸರಿಯಲ್ಲ. ರಾಜ್ಯಾಧ್ಯಕ್ಷರ ನೇಮಕ ವಿಷಯದಲ್ಲಿ ನಿಷ್ಠಾವಂತರ ಅಭಿಪ್ರಾಯ ಕೇಳಬೇಕು.”: [677, 1511, 1143, 1556]
bjp-quote-2: “ಕೇಂದ್ರ ಸರ್ಕಾರ ಹಾಗೂ ಕೇಂದ್ರ ನಾಯಕರು ರಾಜ್ಯದಲ್ಲಿನ ಬೆಳವಣಿಗೆ ಕುರಿತು ಗಂಭೀರವಾಗಿ ಪರಿಗಣಿಸಬೇಕು. ಮುಂದಿನ ಸ್ಥಳೀಯ ಸಂಸ್ಥೆಗಳ ಚುನಾವಣೆಯಲ್ಲಿ ಪಕ್ಷ ಗೆಲ್ಲಬೇಕಾದರೆ ಎಲ್ಲರನ್ನೂ ವಿಶ್ವಾಸಕ್ಕೆ ತೆಗೆದುಕೊಳ್ಳಬೇಕು. ನಿಷ್ಠಾವಂತ ಕಾರ್ಯಕರ್ತರ ಧ್ವನಿಗೆ ಬೆಲೆ ಸಿಗಬೇಕು.”: [677, 1662, 1150, 1691]
lead-event-photo: [557, 247, 1021, 459]
page-number: 6: [1455, 41, 1493, 103]
leader-portrait-photo: [665, 1777, 813, 1908]
